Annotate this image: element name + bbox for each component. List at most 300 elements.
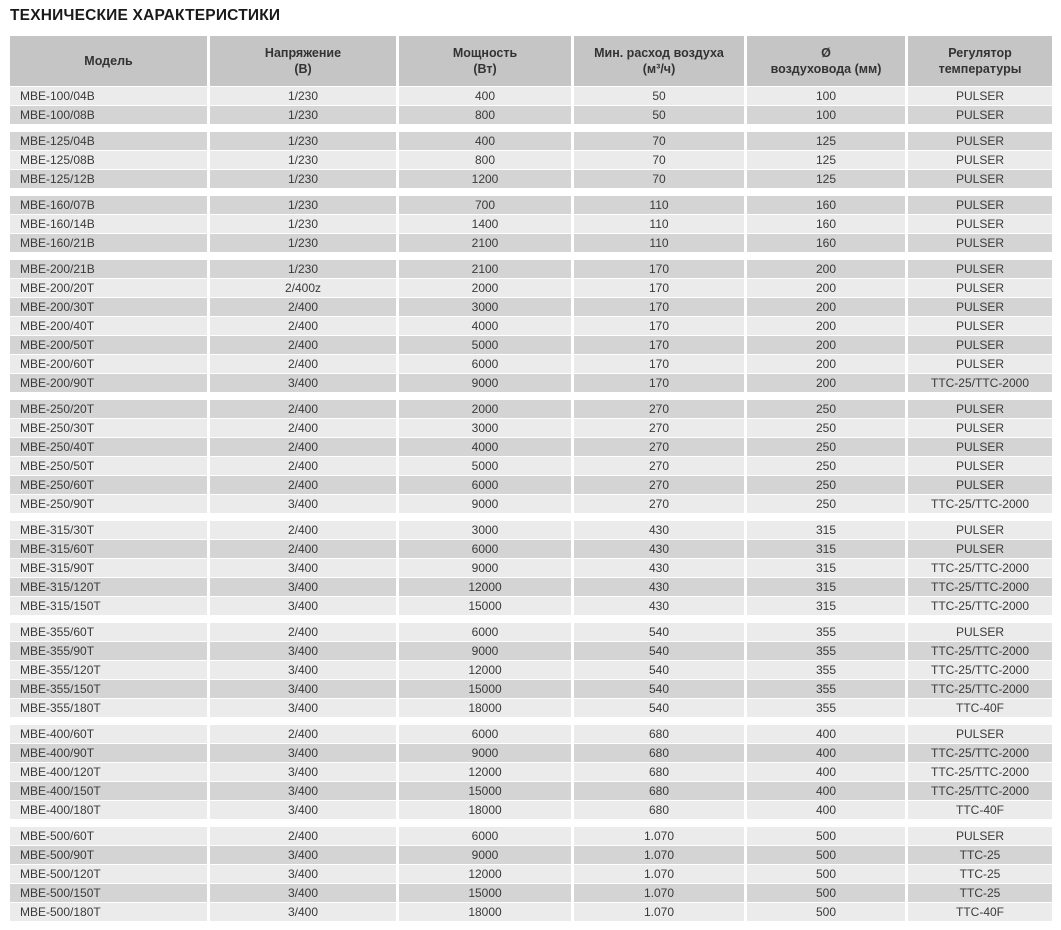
- cell-airflow: 110: [574, 196, 744, 214]
- cell-model: MBE-355/90T: [10, 642, 207, 660]
- cell-regulator: TTC-25: [908, 846, 1052, 864]
- cell-model: MBE-400/60T: [10, 725, 207, 743]
- cell-power: 400: [399, 87, 571, 105]
- cell-model: MBE-250/40T: [10, 438, 207, 456]
- cell-regulator: PULSER: [908, 196, 1052, 214]
- cell-regulator: TTC-25/TTC-2000: [908, 642, 1052, 660]
- table-row: [10, 260, 1052, 278]
- cell-diameter: 355: [747, 661, 905, 679]
- column-header-line1: Напряжение: [264, 46, 342, 60]
- cell-airflow: 270: [574, 457, 744, 475]
- column-header-line2: температуры: [938, 62, 1022, 76]
- cell-regulator: TTC-40F: [908, 903, 1052, 921]
- cell-voltage: 1/230: [210, 215, 396, 233]
- cell-airflow: 270: [574, 495, 744, 513]
- cell-voltage: 3/400: [210, 597, 396, 615]
- cell-power: 12000: [399, 763, 571, 781]
- cell-voltage: 2/400: [210, 540, 396, 558]
- table-row: [10, 680, 1052, 698]
- cell-airflow: 270: [574, 419, 744, 437]
- column-header-diameter: [747, 36, 905, 86]
- cell-regulator: PULSER: [908, 106, 1052, 124]
- cell-power: 9000: [399, 374, 571, 392]
- cell-power: 12000: [399, 865, 571, 883]
- cell-regulator: PULSER: [908, 87, 1052, 105]
- cell-airflow: 680: [574, 744, 744, 762]
- table-row: [10, 495, 1052, 513]
- cell-model: MBE-315/120T: [10, 578, 207, 596]
- cell-airflow: 430: [574, 578, 744, 596]
- cell-voltage: 2/400: [210, 298, 396, 316]
- cell-voltage: 2/400: [210, 623, 396, 641]
- cell-diameter: 355: [747, 642, 905, 660]
- cell-voltage: 3/400: [210, 763, 396, 781]
- cell-model: MBE-400/180T: [10, 801, 207, 819]
- cell-model: MBE-200/40T: [10, 317, 207, 335]
- cell-model: MBE-315/30T: [10, 521, 207, 539]
- cell-diameter: 250: [747, 419, 905, 437]
- cell-model: MBE-160/21B: [10, 234, 207, 252]
- cell-diameter: 400: [747, 763, 905, 781]
- cell-diameter: 250: [747, 476, 905, 494]
- cell-voltage: 2/400: [210, 317, 396, 335]
- cell-model: MBE-250/30T: [10, 419, 207, 437]
- column-header-line2: воздуховода (мм): [770, 62, 882, 76]
- cell-model: MBE-400/150T: [10, 782, 207, 800]
- table-row: [10, 540, 1052, 558]
- cell-airflow: 170: [574, 336, 744, 354]
- cell-power: 6000: [399, 725, 571, 743]
- cell-diameter: 315: [747, 597, 905, 615]
- table-row: [10, 234, 1052, 252]
- cell-airflow: 540: [574, 623, 744, 641]
- group-separator: [10, 253, 1052, 260]
- cell-voltage: 3/400: [210, 865, 396, 883]
- table-row: [10, 827, 1052, 845]
- cell-diameter: 315: [747, 540, 905, 558]
- cell-model: MBE-500/90T: [10, 846, 207, 864]
- cell-voltage: 1/230: [210, 196, 396, 214]
- cell-diameter: 315: [747, 559, 905, 577]
- table-row: [10, 865, 1052, 883]
- cell-power: 2000: [399, 279, 571, 297]
- cell-power: 3000: [399, 521, 571, 539]
- cell-diameter: 500: [747, 903, 905, 921]
- cell-model: MBE-500/120T: [10, 865, 207, 883]
- cell-power: 12000: [399, 661, 571, 679]
- cell-model: MBE-500/180T: [10, 903, 207, 921]
- cell-diameter: 125: [747, 151, 905, 169]
- cell-regulator: TTC-40F: [908, 801, 1052, 819]
- table-row: [10, 642, 1052, 660]
- column-header-line1: Мощность: [452, 46, 518, 60]
- table-row: [10, 279, 1052, 297]
- cell-airflow: 70: [574, 132, 744, 150]
- column-header-line1: Регулятор: [948, 46, 1012, 60]
- table-row: [10, 87, 1052, 105]
- table-row: [10, 578, 1052, 596]
- cell-power: 15000: [399, 597, 571, 615]
- cell-airflow: 170: [574, 260, 744, 278]
- cell-model: MBE-400/90T: [10, 744, 207, 762]
- cell-airflow: 540: [574, 661, 744, 679]
- cell-model: MBE-400/120T: [10, 763, 207, 781]
- cell-power: 800: [399, 106, 571, 124]
- cell-airflow: 540: [574, 699, 744, 717]
- cell-airflow: 1.070: [574, 827, 744, 845]
- cell-airflow: 540: [574, 642, 744, 660]
- cell-regulator: TTC-25/TTC-2000: [908, 559, 1052, 577]
- cell-power: 6000: [399, 540, 571, 558]
- cell-voltage: 1/230: [210, 260, 396, 278]
- cell-airflow: 50: [574, 106, 744, 124]
- table-row: [10, 801, 1052, 819]
- cell-power: 15000: [399, 680, 571, 698]
- table-row: [10, 903, 1052, 921]
- table-row: [10, 884, 1052, 902]
- cell-voltage: 1/230: [210, 234, 396, 252]
- table-row: [10, 763, 1052, 781]
- cell-regulator: PULSER: [908, 336, 1052, 354]
- table-row: [10, 106, 1052, 124]
- cell-model: MBE-355/60T: [10, 623, 207, 641]
- cell-voltage: 1/230: [210, 132, 396, 150]
- cell-power: 3000: [399, 298, 571, 316]
- cell-model: MBE-160/14B: [10, 215, 207, 233]
- table-header: [10, 36, 1052, 86]
- table-row: [10, 215, 1052, 233]
- column-header-model: [10, 36, 207, 86]
- cell-airflow: 1.070: [574, 865, 744, 883]
- cell-regulator: TTC-25/TTC-2000: [908, 578, 1052, 596]
- cell-airflow: 50: [574, 87, 744, 105]
- cell-model: MBE-200/30T: [10, 298, 207, 316]
- cell-diameter: 500: [747, 846, 905, 864]
- cell-power: 5000: [399, 457, 571, 475]
- cell-diameter: 100: [747, 87, 905, 105]
- cell-power: 800: [399, 151, 571, 169]
- cell-diameter: 200: [747, 260, 905, 278]
- cell-airflow: 430: [574, 597, 744, 615]
- cell-diameter: 250: [747, 438, 905, 456]
- cell-model: MBE-100/08B: [10, 106, 207, 124]
- cell-voltage: 3/400: [210, 642, 396, 660]
- column-header-line2: (Вт): [473, 62, 497, 76]
- cell-airflow: 270: [574, 438, 744, 456]
- cell-regulator: PULSER: [908, 438, 1052, 456]
- column-header-line2: (В): [294, 62, 312, 76]
- table-row: [10, 846, 1052, 864]
- cell-model: MBE-200/50T: [10, 336, 207, 354]
- cell-model: MBE-200/60T: [10, 355, 207, 373]
- table-row: [10, 336, 1052, 354]
- cell-model: MBE-160/07B: [10, 196, 207, 214]
- cell-model: MBE-100/04B: [10, 87, 207, 105]
- table-row: [10, 317, 1052, 335]
- cell-regulator: TTC-25/TTC-2000: [908, 374, 1052, 392]
- cell-regulator: PULSER: [908, 132, 1052, 150]
- cell-voltage: 2/400: [210, 419, 396, 437]
- cell-diameter: 250: [747, 495, 905, 513]
- cell-diameter: 315: [747, 578, 905, 596]
- cell-diameter: 125: [747, 132, 905, 150]
- cell-power: 6000: [399, 355, 571, 373]
- cell-model: MBE-250/20T: [10, 400, 207, 418]
- cell-voltage: 3/400: [210, 374, 396, 392]
- cell-power: 4000: [399, 438, 571, 456]
- table-row: [10, 744, 1052, 762]
- cell-airflow: 1.070: [574, 903, 744, 921]
- cell-regulator: PULSER: [908, 725, 1052, 743]
- cell-voltage: 1/230: [210, 170, 396, 188]
- cell-airflow: 270: [574, 400, 744, 418]
- cell-voltage: 3/400: [210, 578, 396, 596]
- table-row: [10, 476, 1052, 494]
- cell-voltage: 3/400: [210, 782, 396, 800]
- cell-regulator: TTC-25/TTC-2000: [908, 597, 1052, 615]
- cell-diameter: 400: [747, 744, 905, 762]
- cell-voltage: 2/400: [210, 725, 396, 743]
- group-separator: [10, 125, 1052, 132]
- column-header-regulator: [908, 36, 1052, 86]
- cell-power: 6000: [399, 476, 571, 494]
- cell-power: 18000: [399, 801, 571, 819]
- cell-power: 1200: [399, 170, 571, 188]
- cell-diameter: 500: [747, 884, 905, 902]
- group-separator: [10, 189, 1052, 196]
- cell-regulator: TTC-25/TTC-2000: [908, 763, 1052, 781]
- cell-airflow: 170: [574, 317, 744, 335]
- cell-power: 1400: [399, 215, 571, 233]
- table-row: [10, 298, 1052, 316]
- cell-regulator: PULSER: [908, 298, 1052, 316]
- cell-voltage: 3/400: [210, 699, 396, 717]
- cell-regulator: PULSER: [908, 623, 1052, 641]
- specs-table: [10, 36, 1052, 921]
- column-header-power: [399, 36, 571, 86]
- group-separator: [10, 820, 1052, 827]
- cell-regulator: TTC-25: [908, 884, 1052, 902]
- cell-power: 3000: [399, 419, 571, 437]
- cell-regulator: TTC-40F: [908, 699, 1052, 717]
- cell-diameter: 355: [747, 699, 905, 717]
- cell-regulator: PULSER: [908, 521, 1052, 539]
- table-row: [10, 132, 1052, 150]
- cell-model: MBE-125/04B: [10, 132, 207, 150]
- cell-voltage: 3/400: [210, 846, 396, 864]
- cell-airflow: 680: [574, 801, 744, 819]
- cell-regulator: PULSER: [908, 279, 1052, 297]
- cell-airflow: 110: [574, 215, 744, 233]
- cell-diameter: 250: [747, 457, 905, 475]
- cell-airflow: 1.070: [574, 884, 744, 902]
- cell-diameter: 200: [747, 317, 905, 335]
- cell-airflow: 1.070: [574, 846, 744, 864]
- cell-voltage: 3/400: [210, 903, 396, 921]
- cell-power: 9000: [399, 642, 571, 660]
- table-row: [10, 559, 1052, 577]
- cell-voltage: 2/400: [210, 438, 396, 456]
- table-row: [10, 782, 1052, 800]
- cell-voltage: 3/400: [210, 884, 396, 902]
- table-row: [10, 196, 1052, 214]
- cell-airflow: 680: [574, 782, 744, 800]
- cell-diameter: 160: [747, 234, 905, 252]
- group-separator: [10, 718, 1052, 725]
- cell-voltage: 2/400: [210, 476, 396, 494]
- cell-model: MBE-355/180T: [10, 699, 207, 717]
- cell-diameter: 250: [747, 400, 905, 418]
- cell-regulator: TTC-25/TTC-2000: [908, 495, 1052, 513]
- cell-model: MBE-315/150T: [10, 597, 207, 615]
- table-row: [10, 597, 1052, 615]
- table-row: [10, 623, 1052, 641]
- cell-regulator: TTC-25/TTC-2000: [908, 744, 1052, 762]
- cell-power: 2100: [399, 234, 571, 252]
- cell-voltage: 3/400: [210, 680, 396, 698]
- cell-airflow: 170: [574, 279, 744, 297]
- cell-diameter: 355: [747, 680, 905, 698]
- column-header-airflow: [574, 36, 744, 86]
- cell-power: 18000: [399, 699, 571, 717]
- cell-diameter: 200: [747, 279, 905, 297]
- cell-voltage: 2/400: [210, 521, 396, 539]
- cell-model: MBE-500/60T: [10, 827, 207, 845]
- cell-diameter: 160: [747, 196, 905, 214]
- cell-airflow: 430: [574, 559, 744, 577]
- cell-airflow: 680: [574, 763, 744, 781]
- cell-voltage: 3/400: [210, 559, 396, 577]
- cell-regulator: TTC-25/TTC-2000: [908, 782, 1052, 800]
- cell-power: 9000: [399, 495, 571, 513]
- table-row: [10, 419, 1052, 437]
- cell-airflow: 110: [574, 234, 744, 252]
- cell-diameter: 400: [747, 801, 905, 819]
- cell-model: MBE-200/90T: [10, 374, 207, 392]
- cell-voltage: 1/230: [210, 151, 396, 169]
- cell-power: 2100: [399, 260, 571, 278]
- cell-voltage: 3/400: [210, 744, 396, 762]
- cell-diameter: 500: [747, 827, 905, 845]
- cell-power: 18000: [399, 903, 571, 921]
- cell-regulator: PULSER: [908, 540, 1052, 558]
- cell-power: 9000: [399, 744, 571, 762]
- cell-airflow: 540: [574, 680, 744, 698]
- cell-diameter: 200: [747, 336, 905, 354]
- cell-regulator: PULSER: [908, 215, 1052, 233]
- cell-voltage: 2/400: [210, 336, 396, 354]
- cell-diameter: 500: [747, 865, 905, 883]
- cell-power: 400: [399, 132, 571, 150]
- group-separator: [10, 514, 1052, 521]
- group-separator: [10, 616, 1052, 623]
- cell-model: MBE-200/20T: [10, 279, 207, 297]
- cell-regulator: PULSER: [908, 260, 1052, 278]
- cell-model: MBE-315/60T: [10, 540, 207, 558]
- group-separator: [10, 393, 1052, 400]
- cell-airflow: 430: [574, 521, 744, 539]
- cell-model: MBE-200/21B: [10, 260, 207, 278]
- table-row: [10, 400, 1052, 418]
- cell-airflow: 270: [574, 476, 744, 494]
- cell-diameter: 200: [747, 355, 905, 373]
- cell-airflow: 70: [574, 170, 744, 188]
- table-row: [10, 661, 1052, 679]
- table-row: [10, 521, 1052, 539]
- cell-model: MBE-250/60T: [10, 476, 207, 494]
- cell-power: 9000: [399, 559, 571, 577]
- column-header-line1: Модель: [84, 54, 133, 68]
- cell-model: MBE-315/90T: [10, 559, 207, 577]
- cell-model: MBE-355/150T: [10, 680, 207, 698]
- table-body: [10, 87, 1052, 921]
- cell-diameter: 315: [747, 521, 905, 539]
- cell-regulator: TTC-25/TTC-2000: [908, 661, 1052, 679]
- column-header-line1: Ø: [821, 46, 831, 60]
- cell-power: 4000: [399, 317, 571, 335]
- cell-voltage: 2/400: [210, 355, 396, 373]
- cell-power: 2000: [399, 400, 571, 418]
- cell-power: 15000: [399, 782, 571, 800]
- cell-airflow: 170: [574, 298, 744, 316]
- cell-power: 6000: [399, 827, 571, 845]
- cell-power: 700: [399, 196, 571, 214]
- cell-regulator: PULSER: [908, 827, 1052, 845]
- cell-voltage: 3/400: [210, 495, 396, 513]
- cell-diameter: 200: [747, 374, 905, 392]
- cell-diameter: 100: [747, 106, 905, 124]
- cell-voltage: 2/400: [210, 827, 396, 845]
- cell-regulator: PULSER: [908, 476, 1052, 494]
- table-row: [10, 151, 1052, 169]
- cell-airflow: 170: [574, 374, 744, 392]
- cell-regulator: PULSER: [908, 400, 1052, 418]
- cell-airflow: 430: [574, 540, 744, 558]
- cell-voltage: 3/400: [210, 801, 396, 819]
- table-row: [10, 374, 1052, 392]
- table-row: [10, 438, 1052, 456]
- cell-diameter: 400: [747, 782, 905, 800]
- cell-model: MBE-355/120T: [10, 661, 207, 679]
- column-header-line2: (м³/ч): [642, 62, 676, 76]
- cell-airflow: 70: [574, 151, 744, 169]
- cell-regulator: PULSER: [908, 317, 1052, 335]
- column-header-voltage: [210, 36, 396, 86]
- table-row: [10, 725, 1052, 743]
- page-title: ТЕХНИЧЕСКИЕ ХАРАКТЕРИСТИКИ: [10, 7, 281, 24]
- cell-airflow: 170: [574, 355, 744, 373]
- cell-regulator: PULSER: [908, 457, 1052, 475]
- cell-regulator: PULSER: [908, 419, 1052, 437]
- cell-voltage: 1/230: [210, 87, 396, 105]
- cell-power: 12000: [399, 578, 571, 596]
- cell-regulator: TTC-25/TTC-2000: [908, 680, 1052, 698]
- table-row: [10, 699, 1052, 717]
- cell-voltage: 1/230: [210, 106, 396, 124]
- cell-regulator: TTC-25: [908, 865, 1052, 883]
- cell-voltage: 2/400z: [210, 279, 396, 297]
- cell-voltage: 3/400: [210, 661, 396, 679]
- cell-model: MBE-250/90T: [10, 495, 207, 513]
- column-header-line1: Мин. расход воздуха: [594, 46, 724, 60]
- cell-diameter: 200: [747, 298, 905, 316]
- table-row: [10, 355, 1052, 373]
- cell-power: 15000: [399, 884, 571, 902]
- cell-voltage: 2/400: [210, 400, 396, 418]
- cell-diameter: 160: [747, 215, 905, 233]
- table-row: [10, 457, 1052, 475]
- cell-diameter: 400: [747, 725, 905, 743]
